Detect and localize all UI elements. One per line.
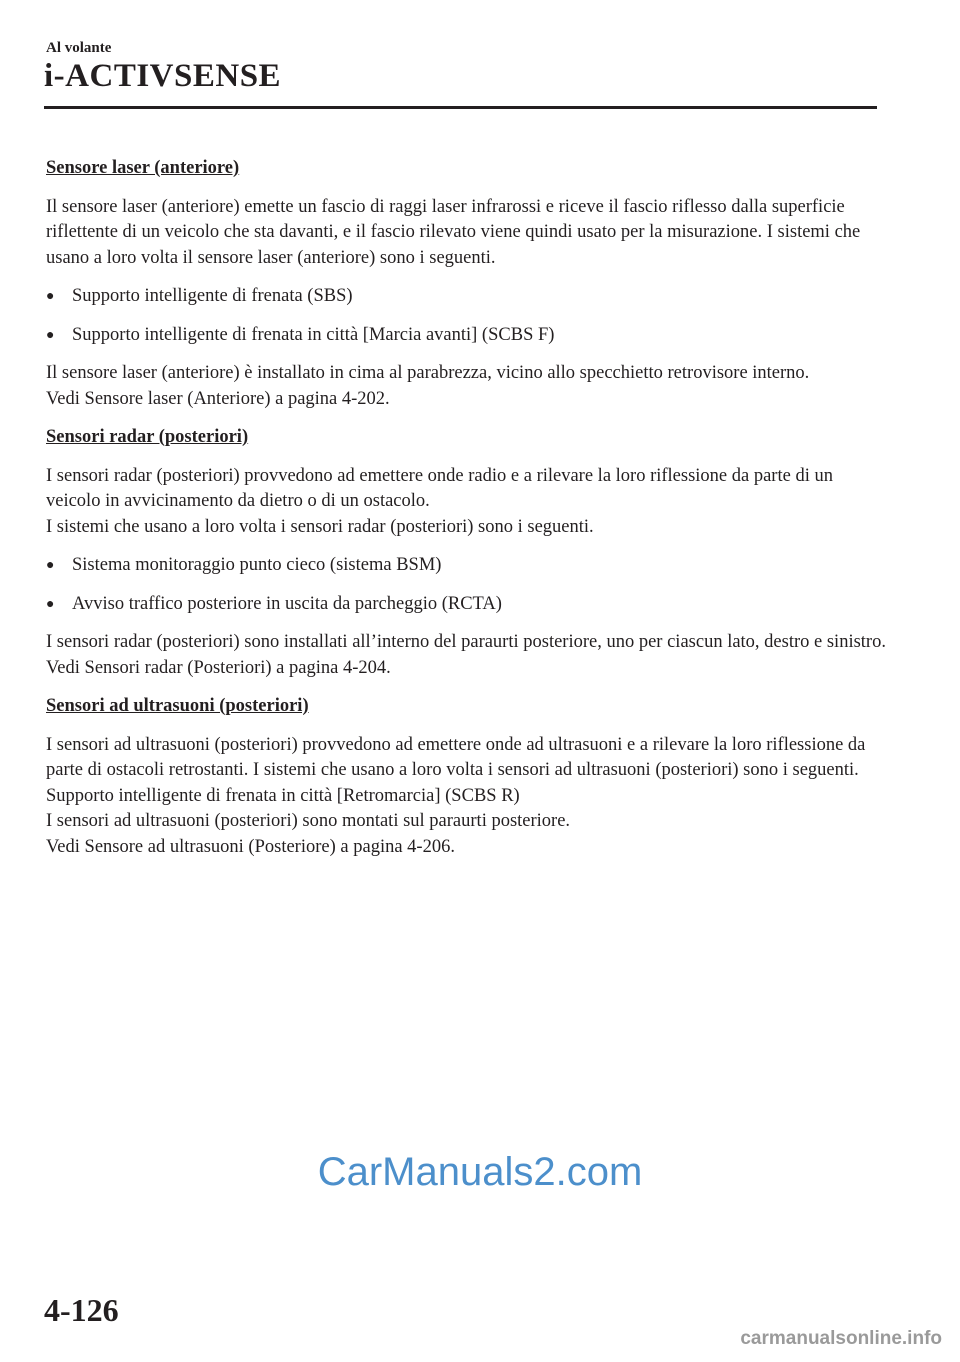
bullet-list (46, 284, 886, 348)
bullet-icon: ● (46, 596, 55, 612)
list-item (46, 553, 886, 579)
watermark-logo: CarManuals2.com (317, 1150, 643, 1194)
section-outro: I sensori radar (posteriori) sono installati all’interno del paraurti posteriore, uno per ciascun lato, destro e sinistro. Vedi Sensori radar (Posteriori) a pagina 4-204. (46, 632, 886, 678)
section-heading: Sensori radar (posteriori) (46, 427, 249, 447)
bullet-icon: ● (46, 558, 55, 573)
page-title: i-ACTIVSENSE (44, 58, 282, 94)
title-divider (44, 106, 877, 109)
footer-site-link[interactable]: carmanualsonline.info (740, 1328, 942, 1349)
section-intro: I sensori ad ultrasuoni (posteriori) provvedono ad emettere onde ad ultrasuoni e a rilevare la loro riflessione da parte di ostacoli retrostanti. I sistemi che usano a loro volta i sensori ad ultrasuoni (posteriori) sono i seguenti. Supporto intelligente di frenata in città [Retromarcia] (SCBS R) I sensori ad ultrasuoni (posteriori) sono montati sul paraurti posteriore. Vedi Sensore ad ultrasuoni (Posteriore) a pagina 4-206. (46, 734, 866, 857)
list-item-text: Sistema monitoraggio punto cieco (sistema BSM) (72, 555, 442, 575)
list-item (46, 592, 886, 618)
bullet-icon: ● (46, 289, 55, 304)
chapter-label: Al volante (46, 40, 112, 56)
list-item-text: Avviso traffico posteriore in uscita da parcheggio (RCTA) (72, 593, 502, 614)
section-heading: Sensore laser (anteriore) (46, 158, 240, 178)
list-item-text: Supporto intelligente di frenata in città [Marcia avanti] (SCBS F) (72, 324, 555, 345)
section-outro: Il sensore laser (anteriore) è installato in cima al parabrezza, vicino allo specchietto retrovisore interno. Vedi Sensore laser (Anteriore) a pagina 4-202. (46, 363, 810, 409)
section-ultrasonic-sensors (46, 694, 886, 860)
document-body (46, 156, 886, 873)
section-heading: Sensori ad ultrasuoni (posteriori) (46, 696, 309, 716)
section-intro: Il sensore laser (anteriore) emette un fascio di raggi laser infrarossi e riceve il fascio riflesso dalla superficie riflettente di un veicolo che sta davanti, e il fascio rilevato viene quindi usato per la misurazione. I sistemi che usano a loro volta il sensore laser (anteriore) sono i seguenti. (46, 196, 861, 268)
list-item (46, 284, 886, 310)
section-intro: I sensori radar (posteriori) provvedono ad emettere onde radio e a rilevare la loro riflessione da parte di un veicolo in avvicinamento da dietro o di un ostacolo. I sistemi che usano a loro volta i sensori radar (posteriori) sono i seguenti. (46, 465, 833, 537)
bullet-list (46, 553, 886, 617)
page-number: 4-126 (44, 1292, 119, 1328)
list-item (46, 323, 886, 349)
list-item-text: Supporto intelligente di frenata (SBS) (72, 286, 353, 306)
bullet-icon: ● (46, 327, 55, 343)
section-laser-sensor (46, 156, 886, 412)
section-radar-sensors (46, 425, 886, 681)
